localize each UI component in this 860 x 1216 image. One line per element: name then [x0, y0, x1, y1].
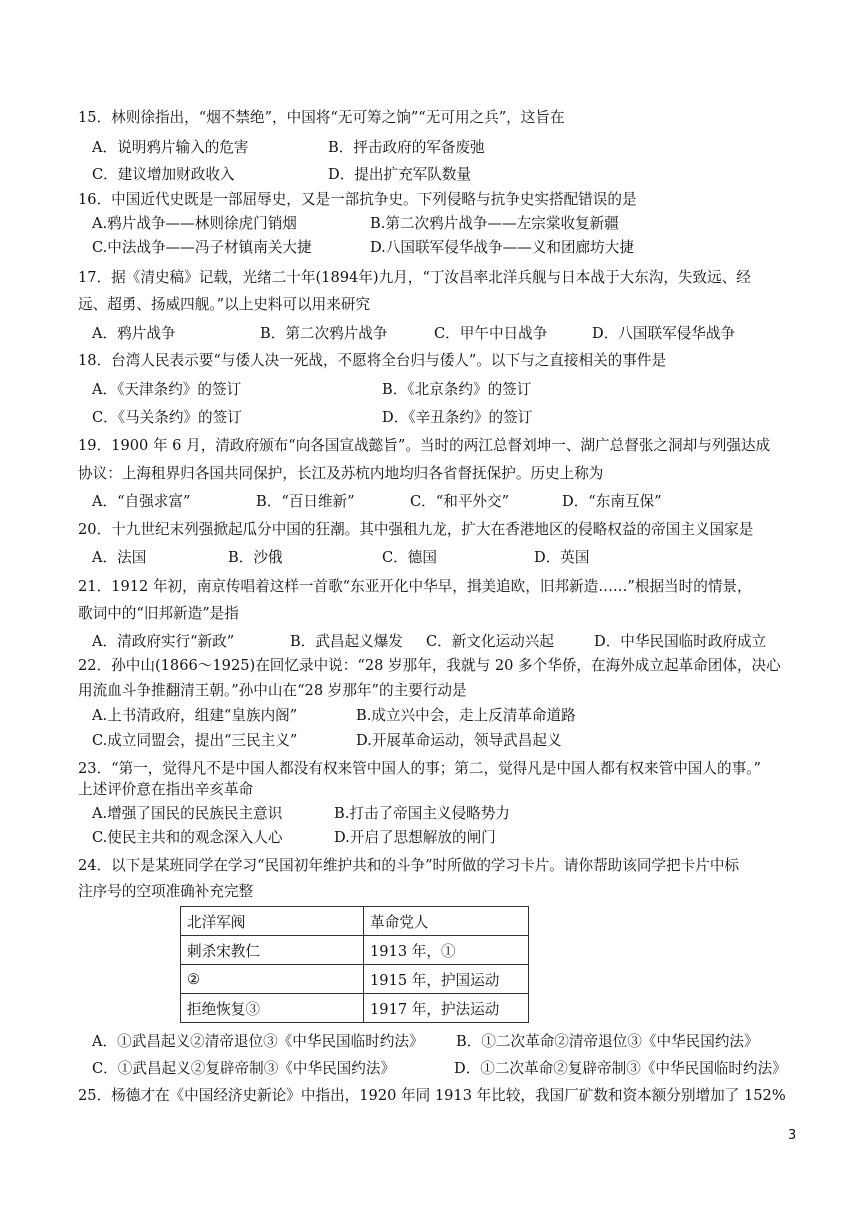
q22-option-b: B.成立兴中会，走上反清革命道路 — [356, 707, 576, 724]
q15-option-d: D．提出扩充军队数量 — [328, 166, 472, 183]
study-card-table — [180, 906, 529, 1023]
q18-option-c: C．《马关条约》的签订 — [92, 409, 242, 426]
question-19-stem-line2: 协议：上海租界归各国共同保护，长江及苏杭内地均归各省督抚保护。历史上称为 — [78, 465, 604, 482]
q22-option-a: A.上书清政府，组建“皇族内阁” — [92, 707, 298, 724]
q22-option-c: C.成立同盟会，提出“三民主义” — [92, 732, 298, 749]
q19-option-d: D．“东南互保” — [562, 493, 662, 510]
question-16-stem: 16．中国近代史既是一部屈辱史，又是一部抗争史。下列侵略与抗争史实搭配错误的是 — [78, 191, 637, 208]
q20-option-b: B．沙俄 — [228, 549, 283, 566]
q20-option-d: D．英国 — [534, 549, 590, 566]
table-cell: ② — [181, 965, 364, 994]
table-cell: 拒绝恢复③ — [181, 994, 364, 1023]
table-row — [181, 965, 529, 994]
q16-option-d: D.八国联军侵华战争——义和团廊坊大捷 — [370, 239, 634, 256]
question-21-stem-line1: 21．1912 年初，南京传唱着这样一首歌“东亚开化中华早，揖美追欧，旧邦新造……”根据当时的情景， — [78, 578, 752, 595]
table-header-row — [181, 907, 529, 936]
q24-option-b: B．①二次革命②清帝退位③《中华民国约法》 — [456, 1033, 759, 1050]
question-25-stem: 25．杨德才在《中国经济史新论》中指出，1920 年同 1913 年比较，我国厂矿数和资本额分别增加了 152% — [78, 1087, 786, 1104]
q15-option-a: A．说明鸦片输入的危害 — [92, 139, 249, 156]
q17-option-b: B．第二次鸦片战争 — [260, 325, 388, 342]
question-21-stem-line2: 歌词中的“旧邦新造”是指 — [78, 605, 239, 622]
q16-option-c: C.中法战争——冯子材镇南关大捷 — [92, 239, 312, 256]
table-cell: 1913 年，① — [364, 936, 529, 965]
q16-option-a: A.鸦片战争——林则徐虎门销烟 — [92, 215, 297, 232]
q18-option-d: D．《辛丑条约》的签订 — [382, 409, 533, 426]
table-row — [181, 936, 529, 965]
question-18-stem: 18．台湾人民表示要“与倭人决一死战，不愿将全台归与倭人”。以下与之直接相关的事件是 — [78, 352, 667, 369]
q23-option-a: A.增强了国民的民族民主意识 — [92, 805, 283, 822]
question-24-stem-line2: 注序号的空项准确补充完整 — [78, 883, 254, 900]
question-17-stem-line1: 17．据《清史稿》记载，光绪二十年(1894年)九月，“丁汝昌率北洋兵舰与日本战于大东沟，失致远、经 — [78, 269, 751, 286]
question-22-stem-line1: 22．孙中山(1866～1925)在回忆录中说：“28 岁那年，我就与 20 多个华侨，在海外成立起革命团体，决心 — [78, 657, 781, 674]
q24-option-a: A．①武昌起义②清帝退位③《中华民国临时约法》 — [92, 1033, 424, 1050]
q23-option-c: C.使民主共和的观念深入人心 — [92, 829, 283, 846]
q19-option-a: A．“自强求富” — [92, 493, 191, 510]
q17-option-a: A．鸦片战争 — [92, 325, 176, 342]
table-cell: 1917 年，护法运动 — [364, 994, 529, 1023]
q15-option-c: C．建议增加财政收入 — [92, 166, 235, 183]
q18-option-a: A．《天津条约》的签订 — [92, 381, 242, 398]
q18-option-b: B．《北京条约》的签订 — [382, 381, 532, 398]
table-cell: 革命党人 — [364, 907, 529, 936]
question-17-stem-line2: 远、超勇、扬威四舰。”以上史料可以用来研究 — [78, 296, 371, 313]
q19-option-c: C．“和平外交” — [410, 493, 510, 510]
q17-option-c: C．甲午中日战争 — [434, 325, 548, 342]
q16-option-b: B.第二次鸦片战争——左宗棠收复新疆 — [370, 215, 619, 232]
question-19-stem-line1: 19．1900 年 6 月，清政府颁布“向各国宣战懿旨”。当时的两江总督刘坤一、湖广总督张之洞却与列强达成 — [78, 437, 771, 454]
q21-option-d: D．中华民国临时政府成立 — [594, 633, 767, 650]
table-cell: 北洋军阀 — [181, 907, 364, 936]
question-22-stem-line2: 用流血斗争推翻清王朝。”孙中山在“28 岁那年”的主要行动是 — [78, 682, 467, 699]
q20-option-a: A．法国 — [92, 549, 147, 566]
question-23-stem-line2: 上述评价意在指出辛亥革命 — [78, 781, 254, 798]
q24-option-c: C．①武昌起义②复辟帝制③《中华民国约法》 — [92, 1060, 396, 1077]
table-cell: 刺杀宋教仁 — [181, 936, 364, 965]
q17-option-d: D．八国联军侵华战争 — [592, 325, 736, 342]
q24-option-d: D．①二次革命②复辟帝制③《中华民国临时约法》 — [454, 1060, 787, 1077]
question-15-stem: 15．林则徐指出，“烟不禁绝”，中国将“无可筹之饷”“无可用之兵”，这旨在 — [78, 109, 565, 126]
q19-option-b: B．“百日维新” — [256, 493, 355, 510]
question-23-stem-line1: 23．“第一，觉得凡不是中国人都没有权来管中国人的事；第二，觉得凡是中国人都有权来管中国人的事。” — [78, 760, 761, 777]
q23-option-d: D.开启了思想解放的闸门 — [334, 829, 496, 846]
q15-option-b: B．抨击政府的军备废弛 — [328, 139, 485, 156]
q20-option-c: C．德国 — [382, 549, 437, 566]
page-number: 3 — [788, 1128, 797, 1143]
table-row — [181, 994, 529, 1023]
q21-option-a: A．清政府实行“新政” — [92, 633, 235, 650]
table-cell: 1915 年，护国运动 — [364, 965, 529, 994]
q21-option-b: B．武昌起义爆发 — [290, 633, 403, 650]
question-20-stem: 20．十九世纪末列强掀起瓜分中国的狂潮。其中强租九龙，扩大在香港地区的侵略权益的帝国主义国家是 — [78, 521, 754, 538]
q23-option-b: B.打击了帝国主义侵略势力 — [334, 805, 510, 822]
q21-option-c: C．新文化运动兴起 — [426, 633, 554, 650]
question-24-stem-line1: 24．以下是某班同学在学习“民国初年维护共和的斗争”时所做的学习卡片。请你帮助该同学把卡片中标 — [78, 857, 740, 874]
q22-option-d: D.开展革命运动，领导武昌起义 — [356, 732, 562, 749]
